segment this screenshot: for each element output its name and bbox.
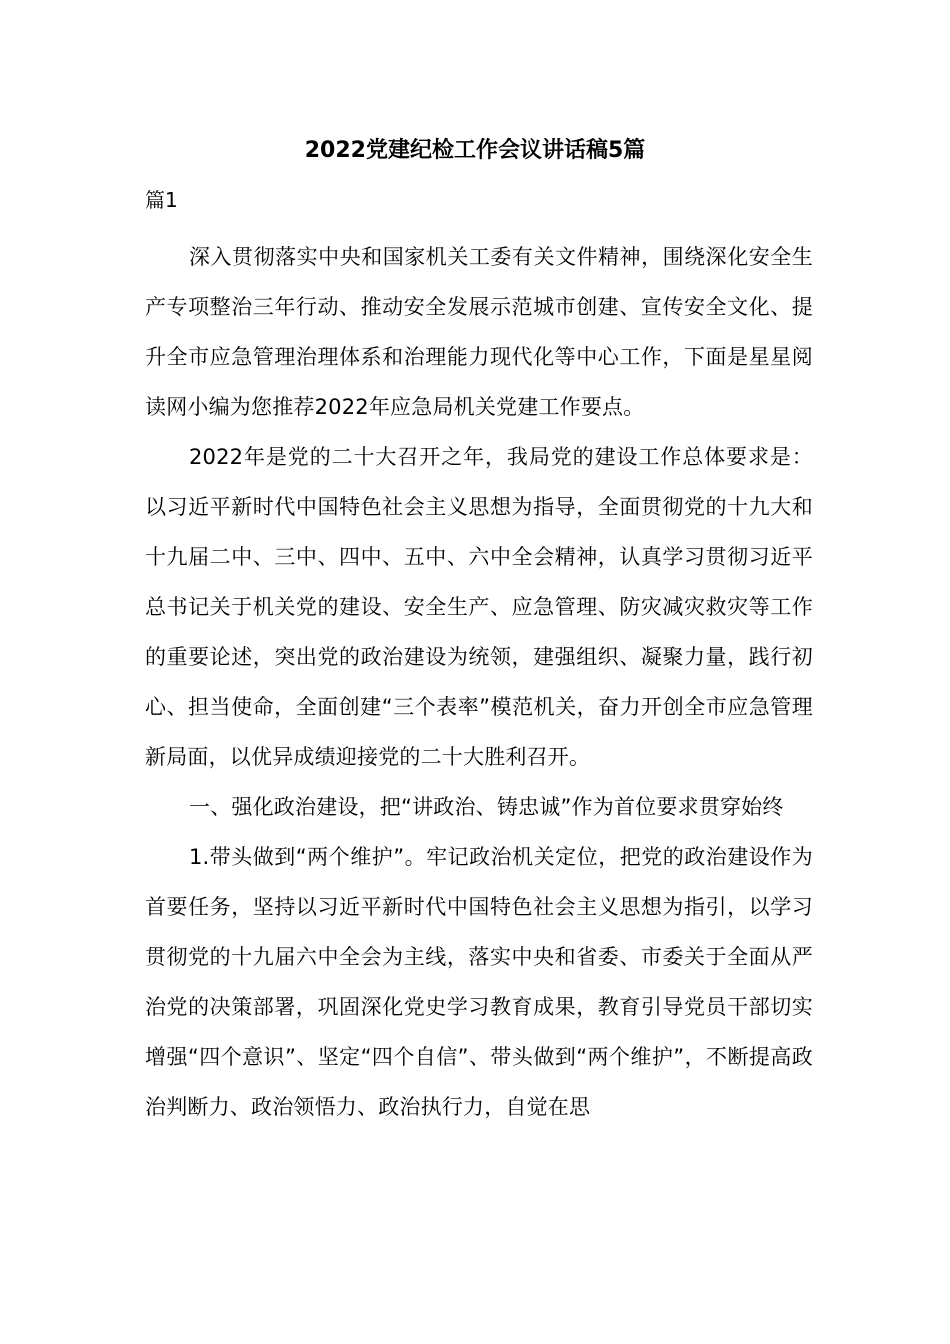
paragraph-heading-one: 一、强化政治建设，把“讲政治、铸忠诚”作为首位要求贯穿始终 <box>189 795 784 819</box>
paragraph-item-one: 1.带头做到“两个维护”。牢记政治机关定位，把党的政治建设作为首要任务，坚持以习近平新时代中国特色社会主义思想为指引，以学习贯彻党的十九届六中全会为主线，落实中央和省委、市委关于全面从严治党的决策部署，巩固深化党史学习教育成果，教育引导党员干部切实增强“四个意识”、坚定“四个自信”、带头做到“两个维护”，不断提高政治判断力、政治领悟力、政治执行力，自觉在思 <box>145 845 813 1119</box>
section-label: 篇1 <box>145 188 178 212</box>
document-body <box>145 232 813 1132</box>
paragraph-intro: 深入贯彻落实中央和国家机关工委有关文件精神，围绕深化安全生产专项整治三年行动、推动安全发展示范城市创建、宣传安全文化、提升全市应急管理治理体系和治理能力现代化等中心工作，下面是星星阅读网小编为您推荐2022年应急局机关党建工作要点。 <box>145 245 813 419</box>
document-title: 2022党建纪检工作会议讲话稿5篇 <box>304 138 646 163</box>
paragraph-requirements: 2022年是党的二十大召开之年，我局党的建设工作总体要求是：以习近平新时代中国特色社会主义思想为指导，全面贯彻党的十九大和十九届二中、三中、四中、五中、六中全会精神，认真学习贯彻习近平总书记关于机关党的建设、安全生产、应急管理、防灾减灾救灾等工作的重要论述，突出党的政治建设为统领，建强组织、凝聚力量，践行初心、担当使命，全面创建“三个表率”模范机关，奋力开创全市应急管理新局面，以优异成绩迎接党的二十大胜利召开。 <box>145 445 813 769</box>
